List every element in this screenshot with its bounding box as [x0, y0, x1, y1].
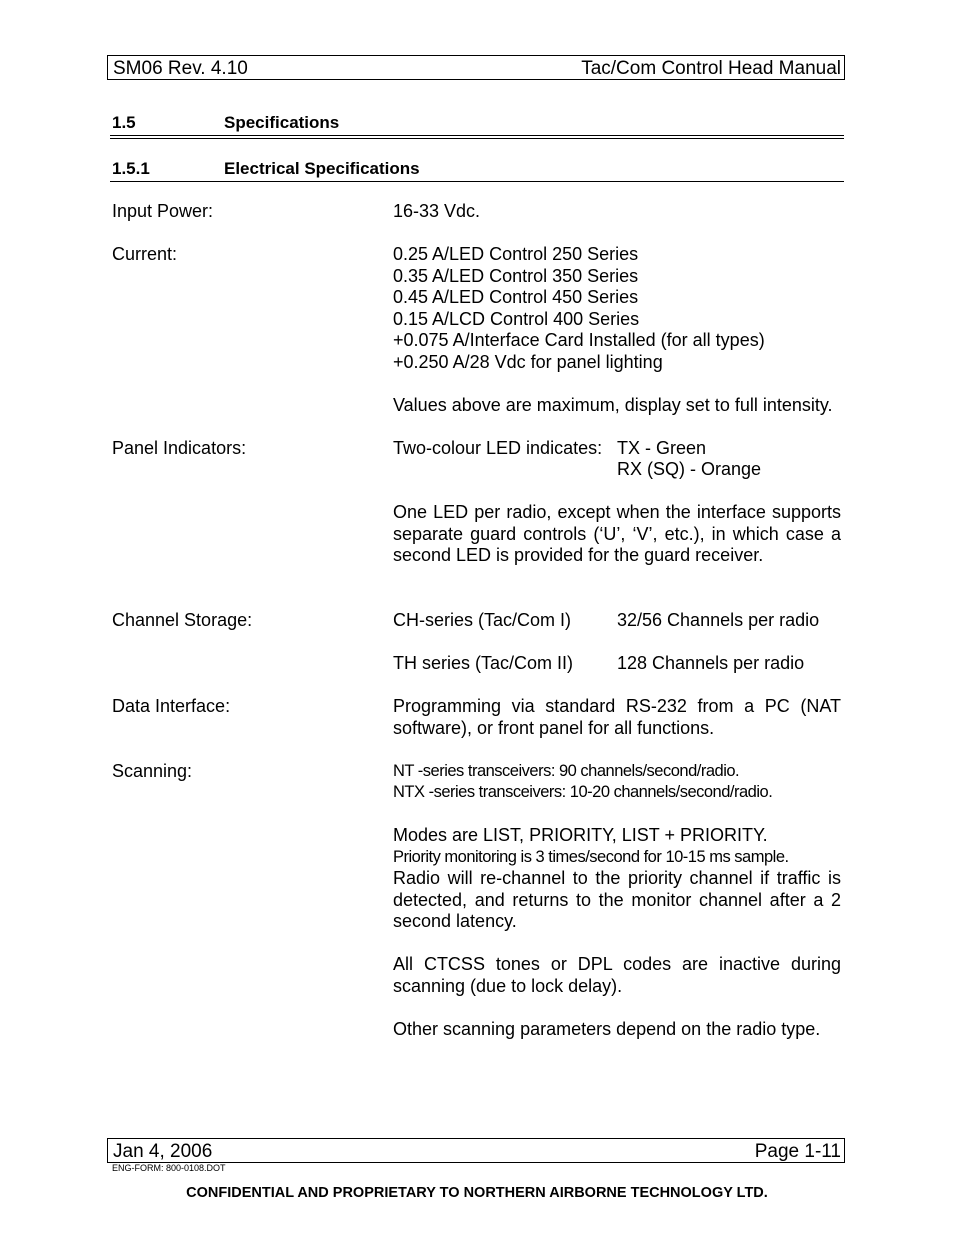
doc-title: Tac/Com Control Head Manual	[581, 58, 841, 79]
scanning-priority: Priority monitoring is 3 times/second for 10-15 ms sample.	[393, 848, 789, 866]
led-rx: RX (SQ) - Orange	[617, 459, 762, 479]
confidentiality-notice: CONFIDENTIAL AND PROPRIETARY TO NORTHERN AIRBORNE TECHNOLOGY LTD.	[186, 1185, 768, 1201]
current-values	[393, 244, 841, 374]
section-number: 1.5	[112, 113, 136, 132]
current-line: 0.35 A/LED Control 350 Series	[393, 265, 639, 286]
scanning-ctcss: All CTCSS tones or DPL codes are inactive during scanning (due to lock delay).	[393, 954, 841, 996]
input-power-label: Input Power:	[112, 201, 214, 221]
current-label: Current:	[112, 244, 178, 264]
scanning-nt: NT -series transceivers: 90 channels/second/radio.	[393, 762, 740, 780]
subsection-title: Electrical Specifications	[224, 159, 420, 178]
data-interface-label: Data Interface:	[112, 696, 231, 716]
current-line: 0.15 A/LCD Control 400 Series	[393, 308, 640, 329]
led-paragraph: One LED per radio, except when the interface supports separate guard controls (‘U’, ‘V’, etc.), in which case a second LED is provided for the guard receiver.	[393, 502, 841, 566]
section-rule-bottom	[110, 138, 844, 139]
scanning-ntx: NTX -series transceivers: 10-20 channels/second/radio.	[393, 783, 773, 801]
scanning-other: Other scanning parameters depend on the radio type.	[393, 1019, 821, 1039]
footer-date: Jan 4, 2006	[113, 1141, 213, 1162]
data-interface-value: Programming via standard RS-232 from a PC (NAT software), or front panel for all functions.	[393, 696, 841, 738]
channel-series: CH-series (Tac/Com I)	[393, 610, 572, 630]
channel-storage-label: Channel Storage:	[112, 610, 253, 630]
led-prefix: Two-colour LED indicates:	[393, 438, 603, 458]
section-title: Specifications	[224, 113, 340, 132]
scanning-modes: Modes are LIST, PRIORITY, LIST + PRIORITY.	[393, 825, 768, 845]
form-id: ENG-FORM: 800-0108.DOT	[112, 1163, 226, 1173]
channel-series: TH series (Tac/Com II)	[393, 653, 574, 673]
panel-indicators-label: Panel Indicators:	[112, 438, 247, 458]
scanning-rechannel: Radio will re-channel to the priority channel if traffic is detected, and returns to the monitor channel after a 2 second latency.	[393, 868, 841, 932]
input-power-value: 16-33 Vdc.	[393, 201, 481, 221]
channel-count: 32/56 Channels per radio	[617, 610, 820, 630]
current-line: +0.250 A/28 Vdc for panel lighting	[393, 351, 663, 372]
doc-id: SM06 Rev. 4.10	[113, 58, 248, 79]
footer-page-number: Page 1-11	[754, 1141, 841, 1162]
section-rule-top	[110, 135, 844, 136]
page-footer	[107, 1138, 845, 1163]
subsection-number: 1.5.1	[112, 159, 150, 178]
current-line: 0.45 A/LED Control 450 Series	[393, 287, 639, 308]
page-header	[107, 55, 845, 80]
subsection-rule	[110, 181, 844, 182]
scanning-label: Scanning:	[112, 761, 193, 781]
channel-count: 128 Channels per radio	[617, 653, 805, 673]
current-line: +0.075 A/Interface Card Installed (for all types)	[393, 330, 765, 351]
current-line: 0.25 A/LED Control 250 Series	[393, 244, 639, 264]
current-note: Values above are maximum, display set to full intensity.	[393, 395, 833, 415]
led-tx: TX - Green	[617, 438, 707, 458]
